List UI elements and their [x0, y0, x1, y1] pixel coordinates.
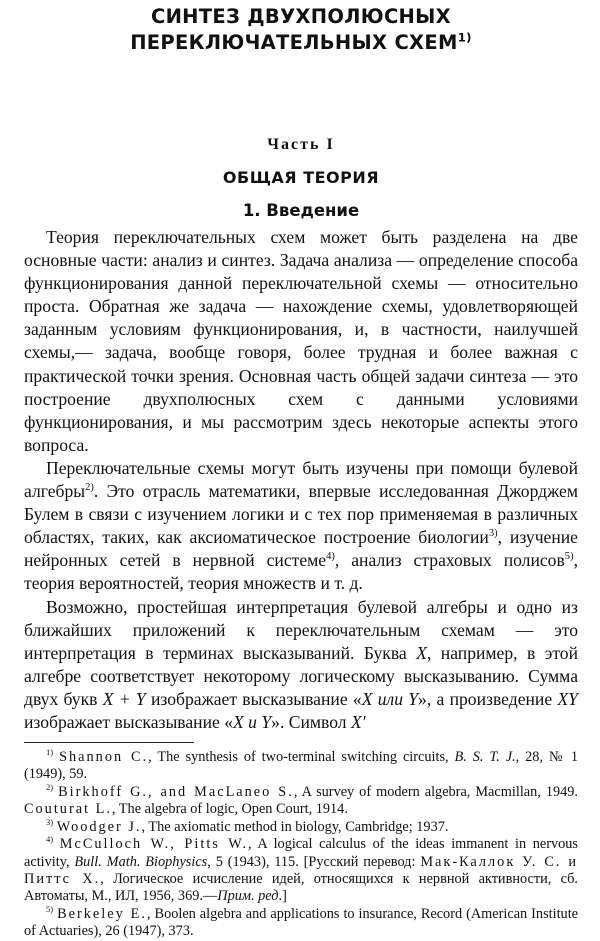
statement-and: X и Y [233, 711, 272, 732]
p3-text-c: изображает высказывание « [145, 688, 362, 709]
footnote-ref-3: 3) [488, 528, 498, 540]
title-line-2 [24, 30, 578, 56]
footnote-divider [24, 742, 194, 743]
title-footnote-mark: 1) [457, 30, 472, 45]
footnote-1-author: Shannon C. [59, 749, 149, 766]
p2-text-d: , анализ страховых полисов [334, 550, 565, 571]
part-title: ОБЩАЯ ТЕОРИЯ [222, 168, 380, 187]
section-heading: 1. Введение [242, 201, 360, 220]
p2-text-e: , теория вероятностей, теория множеств и т. д. [24, 550, 578, 594]
footnote-4-journal: Bull. Math. Biophysics [74, 853, 208, 870]
p3-text-e: изображает высказывание « [24, 711, 233, 732]
footnote-5-tail: , Boolen algebra and applications to insurance, Record (American Institute of Actuaries), 26 (1947), 373. [24, 905, 579, 940]
footnote-4-text3: , Логическое исчисление идей, относящихся к нервной активности, сб. Автоматы, М., ИЛ, 1956, 369.— [24, 870, 579, 905]
footnote-1-text: , The synthesis of two-terminal switching circuits, [148, 749, 455, 766]
footnote-5 [24, 903, 579, 941]
article-title [24, 0, 578, 56]
footnote-3-tail: , The axiomatic method in biology, Cambridge; 1937. [141, 818, 449, 835]
footnote-4-author-ru: Мак-Каллок У. С. и Питтс Х. [24, 853, 578, 887]
p2-text-a: Переключательные схемы могут быть изучены при помощи булевой алгебры [24, 457, 578, 502]
footnote-2-tail: , The algebra of logic, Open Court, 1914. [111, 801, 348, 818]
article-body [24, 226, 578, 734]
symbol-x: X [416, 642, 427, 663]
p3-text-b: , например, в этой алгебре соответствует некоторому логическому высказыванию. Сумма двух букв [24, 642, 578, 709]
footnote-ref-2: 2) [85, 482, 94, 494]
p3-text-f: ». Символ [271, 711, 351, 732]
title-line-1: СИНТЕЗ ДВУХПОЛЮСНЫХ [150, 5, 452, 28]
footnote-3-mark: 3) [46, 816, 54, 827]
footnote-5-author: Berkeley E. [57, 905, 147, 922]
footnote-4-text: , A logical calculus of the ideas immanent in nervous activity, [24, 836, 578, 870]
statement-or: X или Y [361, 688, 419, 709]
footnote-3-author: Woodger J. [56, 818, 142, 835]
symbol-sum: X + Y [102, 688, 146, 709]
footnote-ref-5: 5) [564, 551, 574, 563]
paragraph-1: Теория переключательных схем может быть разделена на две основные части: анализ и синтез. Задача анализа — определение способа функционирования данной переключательной схемы — относительно проста. Обратная же задача — нахождение схемы, удовлетворяющей заданным условиям функционирования, и, в частности, наилучшей схемы,— задача, вообще говоря, более трудная и более важная с практической точки зрения. Основная часть общей задачи синтеза — это построение двухполюсных схем с данными условиями функционирования, и мы рассмотрим здесь некоторые аспекты этого вопроса. [24, 227, 578, 455]
footnote-2-author: Birkhoff G., and MacLaneo S. [58, 783, 294, 800]
p3-text-d: », а произведение [418, 688, 558, 709]
footnote-2-text: , A survey of modern algebra, Macmillan, 1949. [293, 783, 579, 800]
paragraph-2 [24, 457, 578, 596]
footnote-1-journal: B. S. T. J. [454, 749, 516, 766]
footnote-ref-4: 4) [326, 551, 335, 563]
footnotes [24, 749, 578, 940]
footnote-4-mark: 4) [46, 834, 54, 845]
footnote-2-author2: Couturat L. [24, 801, 112, 818]
footnote-5-mark: 5) [46, 903, 54, 914]
p2-text-c: , изучение нейронных сетей в нервной системе [24, 527, 578, 571]
paragraph-3 [24, 596, 578, 735]
footnote-4-text2: , 5 (1943), 115. [Русский перевод: [207, 853, 421, 870]
part-heading: Часть I [267, 136, 335, 153]
footnote-2 [24, 784, 578, 819]
symbol-product: XY [557, 688, 578, 709]
footnote-4-tail: .] [278, 888, 287, 905]
footnote-1-tail: , 28, № 1 (1949), 59. [24, 749, 578, 783]
footnote-2-mark: 2) [46, 782, 54, 793]
footnote-4-editor-note: Прим. ред [217, 888, 279, 905]
footnote-1 [24, 749, 578, 784]
footnote-1-mark: 1) [46, 747, 54, 758]
footnote-3 [24, 816, 578, 836]
footnote-4 [24, 836, 578, 906]
footnote-4-author: McCulloch W., Pitts W. [59, 836, 248, 853]
p3-text-a: Возможно, простейшая интерпретация булевой алгебры и одно из ближайших приложений к переключательным схемам — это интерпретация в терминах высказываний. Буква [24, 596, 578, 663]
p2-text-b: . Это отрасль математики, впервые исследованная Джорджем Булем в связи с изучением логики и с тех пор применяемая в различных областях, таких, как аксиоматическое построение биологии [24, 481, 578, 548]
symbol-x-prime: X′ [350, 711, 366, 732]
title-line-2-text: ПЕРЕКЛЮЧАТЕЛЬНЫХ СХЕМ [130, 31, 458, 54]
